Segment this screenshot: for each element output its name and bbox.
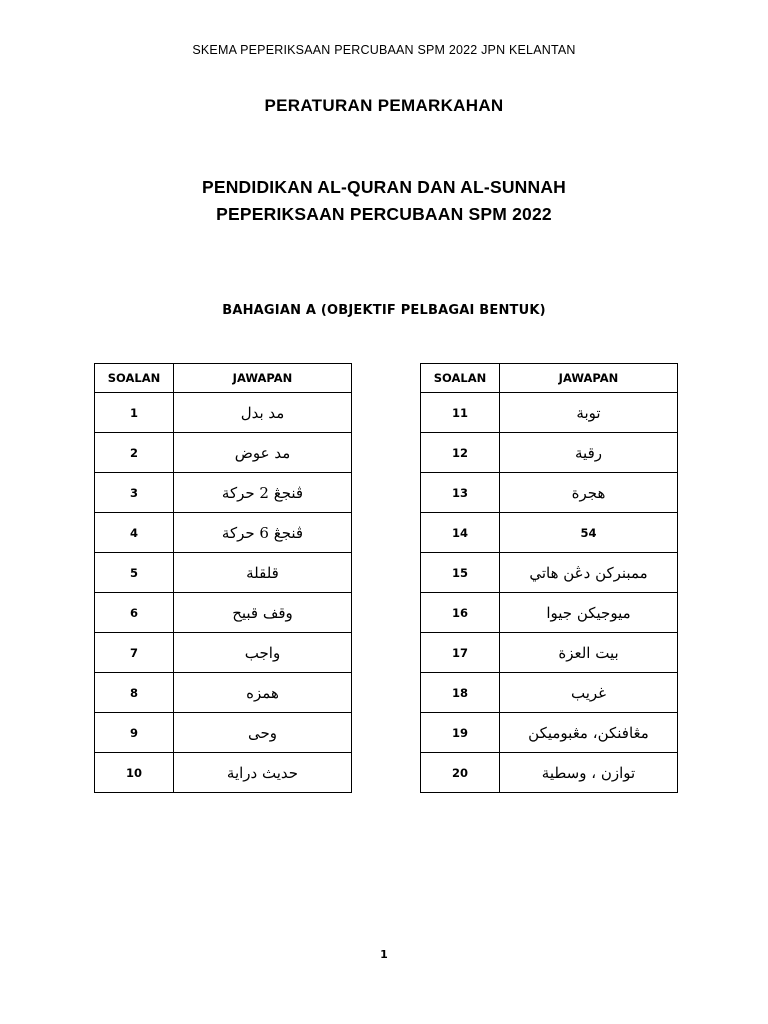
- table-row: [95, 433, 352, 473]
- question-number: 11: [421, 393, 500, 433]
- jawapan-header: JAWAPAN: [174, 364, 352, 393]
- soalan-header: SOALAN: [95, 364, 174, 393]
- question-number: 1: [95, 393, 174, 433]
- answer-cell: مڠافنكن، مڠبوميكن: [500, 713, 678, 753]
- soalan-header: SOALAN: [421, 364, 500, 393]
- answer-cell: واجب: [174, 633, 352, 673]
- table-row: [421, 473, 678, 513]
- question-number: 19: [421, 713, 500, 753]
- table-row: [95, 593, 352, 633]
- answer-table-right-body: [421, 393, 678, 793]
- answer-cell: توازن ، وسطية: [500, 753, 678, 793]
- table-row: [95, 673, 352, 713]
- question-number: 13: [421, 473, 500, 513]
- table-row: [95, 553, 352, 593]
- answer-cell: ڤنجڠ 2 حركة: [174, 473, 352, 513]
- table-row: [95, 393, 352, 433]
- answer-cell: مد عوض: [174, 433, 352, 473]
- answer-cell: حديث دراية: [174, 753, 352, 793]
- table-row: [421, 433, 678, 473]
- answer-table-left: [94, 363, 352, 793]
- jawapan-header: JAWAPAN: [500, 364, 678, 393]
- table-header-row: [95, 364, 352, 393]
- question-number: 14: [421, 513, 500, 553]
- answer-cell: توبة: [500, 393, 678, 433]
- answer-cell: وحى: [174, 713, 352, 753]
- answer-table-left-body: [95, 393, 352, 793]
- answer-cell: ممبنركن دڠن هاتي: [500, 553, 678, 593]
- question-number: 2: [95, 433, 174, 473]
- subject-line-2: PEPERIKSAAN PERCUBAAN SPM 2022: [216, 204, 552, 224]
- table-row: [421, 713, 678, 753]
- answer-cell: مد بدل: [174, 393, 352, 433]
- table-row: [421, 673, 678, 713]
- table-row: [95, 513, 352, 553]
- table-row: [421, 513, 678, 553]
- table-row: [421, 753, 678, 793]
- subject-line-1: PENDIDIKAN AL-QURAN DAN AL-SUNNAH: [201, 177, 567, 197]
- answer-cell: همزه: [174, 673, 352, 713]
- question-number: 16: [421, 593, 500, 633]
- answer-cell: قلقلة: [174, 553, 352, 593]
- question-number: 8: [95, 673, 174, 713]
- answer-table-right: [420, 363, 678, 793]
- question-number: 10: [95, 753, 174, 793]
- answer-cell: غريب: [500, 673, 678, 713]
- question-number: 4: [95, 513, 174, 553]
- section-label: BAHAGIAN A (OBJEKTIF PELBAGAI BENTUK): [222, 303, 546, 318]
- question-number: 15: [421, 553, 500, 593]
- answer-cell: ڤنجڠ 6 حركة: [174, 513, 352, 553]
- question-number: 12: [421, 433, 500, 473]
- table-row: [421, 393, 678, 433]
- answer-cell: بيت العزة: [500, 633, 678, 673]
- question-number: 17: [421, 633, 500, 673]
- table-row: [95, 753, 352, 793]
- question-number: 20: [421, 753, 500, 793]
- exam-header: SKEMA PEPERIKSAAN PERCUBAAN SPM 2022 JPN KELANTAN: [192, 43, 576, 57]
- answer-cell: ميوجيكن جيوا: [500, 593, 678, 633]
- question-number: 7: [95, 633, 174, 673]
- question-number: 9: [95, 713, 174, 753]
- page-title: PERATURAN PEMARKAHAN: [264, 96, 504, 115]
- page-number: 1: [380, 948, 388, 961]
- answer-cell: 54: [500, 513, 678, 553]
- answer-cell: وقف قبيح: [174, 593, 352, 633]
- question-number: 6: [95, 593, 174, 633]
- table-row: [95, 473, 352, 513]
- answer-cell: رقية: [500, 433, 678, 473]
- table-row: [421, 593, 678, 633]
- table-header-row: [421, 364, 678, 393]
- question-number: 3: [95, 473, 174, 513]
- subject-title: [0, 174, 768, 228]
- table-row: [95, 633, 352, 673]
- table-row: [95, 713, 352, 753]
- question-number: 18: [421, 673, 500, 713]
- table-row: [421, 633, 678, 673]
- table-row: [421, 553, 678, 593]
- answer-cell: هجرة: [500, 473, 678, 513]
- question-number: 5: [95, 553, 174, 593]
